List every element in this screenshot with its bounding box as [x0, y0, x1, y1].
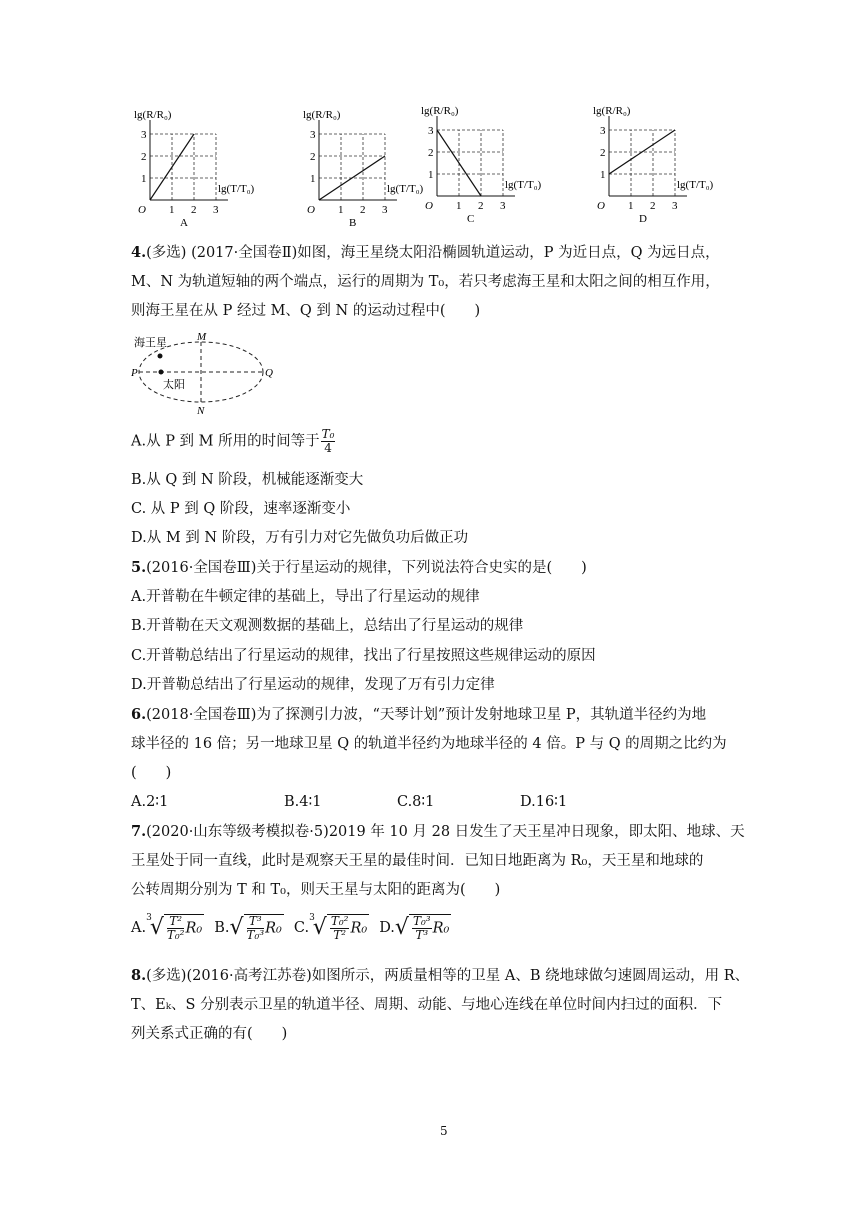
fraction-denominator: T₀³	[246, 928, 265, 942]
q4-option-a-fraction	[321, 428, 336, 455]
y-tick-label: 3	[428, 125, 434, 137]
q5-option-c: C.开普勒总结出了行星运动的规律，找出了行星按照这些规律运动的原因	[131, 648, 596, 664]
point-m-label: M	[197, 331, 207, 343]
q6-text-3: ( )	[131, 765, 172, 781]
y-tick-label: 2	[428, 147, 434, 159]
q6-tag: (2018·全国卷Ⅲ)	[146, 707, 257, 723]
fraction	[412, 915, 432, 942]
fraction-denominator: T²	[333, 928, 347, 942]
q4-text-2: M、N 为轨道短轴的两个端点，运行的周期为 T₀，若只考虑海王星和太阳之间的相互作用，	[131, 274, 720, 290]
graph-caption: D	[639, 213, 647, 225]
x-axis-label: lg(T/T₀)	[677, 179, 714, 191]
q4-text-3: 则海王星在从 P 经过 M、Q 到 N 的运动过程中( )	[131, 303, 481, 319]
y-axis-label: lg(R/R₀)	[134, 109, 172, 121]
graph-svg	[421, 104, 551, 225]
q5-option-a: A.开普勒在牛顿定律的基础上，导出了行星运动的规律	[131, 589, 480, 605]
y-tick-label: 3	[310, 129, 316, 141]
y-axis-label: lg(R/R₀)	[593, 105, 631, 117]
radius-symbol: R₀	[432, 920, 450, 937]
q5-option-b: B.开普勒在天文观测数据的基础上，总结出了行星运动的规律	[131, 618, 524, 634]
y-axis-label: lg(R/R₀)	[303, 109, 341, 121]
fraction-numerator: T₀	[321, 427, 335, 441]
q8-text-1: 如图所示，两质量相等的卫星 A、B 绕地球做匀速圆周运动，用 R、	[311, 968, 750, 984]
x-tick-label: 2	[650, 200, 656, 212]
y-axis-label: lg(R/R₀)	[421, 105, 459, 117]
q7-option-d	[379, 914, 451, 942]
option-label: B.	[214, 920, 230, 936]
x-tick-label: O	[425, 200, 433, 212]
q6-option-c: C.8∶1	[397, 794, 435, 810]
graph-svg	[303, 108, 433, 229]
q7-number: 7.	[131, 823, 147, 840]
q7-option-a	[131, 913, 204, 942]
x-tick-label: 1	[456, 200, 462, 212]
q8-text-3: 列关系式正确的有( )	[131, 1026, 288, 1042]
y-tick-label: 1	[141, 173, 147, 185]
radius-symbol: R₀	[185, 920, 203, 937]
q5-number: 5.	[131, 559, 147, 576]
option-label: D.	[379, 920, 395, 936]
x-tick-label: 3	[213, 204, 219, 216]
q7-options	[131, 914, 461, 942]
sun-label: 太阳	[163, 378, 185, 391]
radical	[309, 914, 369, 942]
q7-option-c	[293, 913, 369, 942]
q6-option-b: B.4∶1	[284, 794, 322, 810]
radicand	[244, 914, 284, 942]
fraction-denominator: T³	[415, 928, 429, 942]
x-tick-label: 3	[500, 200, 506, 212]
x-tick-label: 2	[478, 200, 484, 212]
y-tick-label: 1	[600, 169, 606, 181]
q4-option-c: C. 从 P 到 Q 阶段，速率逐渐变小	[131, 501, 351, 517]
q7-text-3: 公转周期分别为 T 和 T₀，则天王星与太阳的距离为( )	[131, 882, 501, 898]
y-tick-label: 1	[310, 173, 316, 185]
q4-option-a	[131, 428, 336, 455]
x-axis-label: lg(T/T₀)	[387, 183, 424, 195]
graph-b	[303, 108, 433, 229]
q5-tag: (2016·全国卷Ⅲ)	[146, 560, 257, 576]
radius-symbol: R₀	[265, 920, 282, 937]
x-axis-label: lg(T/T₀)	[218, 183, 255, 195]
q8-tag: (多选)(2016·高考江苏卷)	[146, 968, 312, 984]
y-tick-label: 1	[428, 169, 434, 181]
fraction-denominator: T₀²	[166, 928, 185, 942]
point-n-label: N	[197, 405, 205, 416]
radical	[146, 914, 204, 942]
radicand	[327, 914, 369, 942]
page-number: 5	[440, 1124, 448, 1138]
graph-caption: A	[180, 217, 188, 229]
x-tick-label: 1	[169, 204, 175, 216]
q7-tag: (2020·山东等级考模拟卷·5)	[146, 824, 329, 840]
q8-text-2: T、Eₖ、S 分别表示卫星的轨道半径、周期、动能、与地心连线在单位时间内扫过的面积．下	[131, 997, 723, 1013]
q4-tag: (多选) (2017·全国卷Ⅱ)	[146, 245, 298, 261]
q4-option-d: D.从 M 到 N 阶段，万有引力对它先做负功后做正功	[131, 530, 469, 546]
q8-number: 8.	[131, 967, 147, 984]
x-tick-label: O	[138, 204, 146, 216]
q4-option-a-text: A.从 P 到 M 所用的时间等于	[131, 433, 320, 450]
radius-symbol: R₀	[350, 920, 368, 937]
radical	[395, 914, 451, 942]
q4-line-1	[131, 243, 720, 263]
graph-c	[421, 104, 551, 225]
radical	[229, 914, 283, 942]
q7-text-2: 王星处于同一直线，此时是观察天王星的最佳时间．已知日地距离为 R₀，天王星和地球的	[131, 853, 704, 869]
sqrt-icon: √	[394, 915, 409, 940]
q4-number: 4.	[131, 244, 147, 261]
q4-text-1: 如图，海王星绕太阳沿椭圆轨道运动，P 为近日点，Q 为远日点，	[297, 245, 720, 261]
fraction	[247, 915, 265, 942]
x-tick-label: 3	[672, 200, 678, 212]
fraction	[167, 915, 185, 942]
point-p-label: P	[131, 367, 138, 379]
radicand	[164, 914, 204, 942]
graph-a	[134, 108, 264, 229]
q5-text: 关于行星运动的规律，下列说法符合史实的是( )	[256, 560, 587, 576]
q6-text-1: 为了探测引力波，“天琴计划”预计发射地球卫星 P，其轨道半径约为地	[256, 707, 707, 723]
x-tick-label: O	[307, 204, 315, 216]
q6-number: 6.	[131, 706, 147, 723]
y-tick-label: 2	[310, 151, 316, 163]
graph-d	[593, 104, 723, 225]
option-label: A.	[131, 920, 147, 936]
fraction-numerator: T²	[167, 915, 185, 929]
root-index: 3	[146, 913, 152, 923]
option-label: C.	[293, 920, 310, 936]
x-tick-label: 1	[338, 204, 344, 216]
x-tick-label: O	[597, 200, 605, 212]
ellipse-orbit-diagram	[131, 330, 281, 416]
q8-line-1	[131, 966, 749, 986]
q7-line-1	[131, 822, 745, 842]
x-tick-label: 2	[360, 204, 366, 216]
x-axis-label: lg(T/T₀)	[505, 179, 542, 191]
x-tick-label: 1	[628, 200, 634, 212]
q7-option-b	[214, 914, 284, 942]
fraction	[330, 915, 350, 942]
q4-option-b: B.从 Q 到 N 阶段，机械能逐渐变大	[131, 472, 364, 488]
x-tick-label: 2	[191, 204, 197, 216]
graph-caption: C	[467, 213, 475, 225]
fraction-numerator: T³	[247, 915, 265, 929]
point-q-label: Q	[265, 367, 273, 379]
graph-caption: B	[349, 217, 357, 229]
sqrt-icon: √	[229, 915, 244, 940]
q6-option-a: A.2∶1	[131, 794, 169, 810]
q7-text-1: 2019 年 10 月 28 日发生了天王星冲日现象，即太阳、地球、天	[328, 824, 745, 840]
y-tick-label: 2	[600, 147, 606, 159]
y-tick-label: 3	[141, 129, 147, 141]
y-tick-label: 3	[600, 125, 606, 137]
x-tick-label: 3	[382, 204, 388, 216]
radicand	[409, 914, 451, 942]
fraction-numerator: T₀²	[330, 914, 349, 928]
q5-stem	[131, 558, 587, 578]
fraction-denominator: 4	[324, 441, 332, 455]
q6-line-1	[131, 705, 706, 725]
root-index: 3	[309, 913, 315, 923]
graph-svg	[134, 108, 264, 229]
graph-svg	[593, 104, 723, 225]
q6-option-d: D.16∶1	[520, 794, 568, 810]
sqrt-icon: √	[149, 915, 164, 940]
sqrt-icon: √	[312, 915, 327, 940]
fraction-numerator: T₀³	[412, 914, 431, 928]
q5-option-d: D.开普勒总结出了行星运动的规律，发现了万有引力定律	[131, 677, 495, 693]
q6-text-2: 球半径的 16 倍；另一地球卫星 Q 的轨道半径约为地球半径的 4 倍。P 与 Q 的周期之比约为	[131, 736, 727, 752]
y-tick-label: 2	[141, 151, 147, 163]
neptune-label: 海王星	[134, 336, 167, 349]
